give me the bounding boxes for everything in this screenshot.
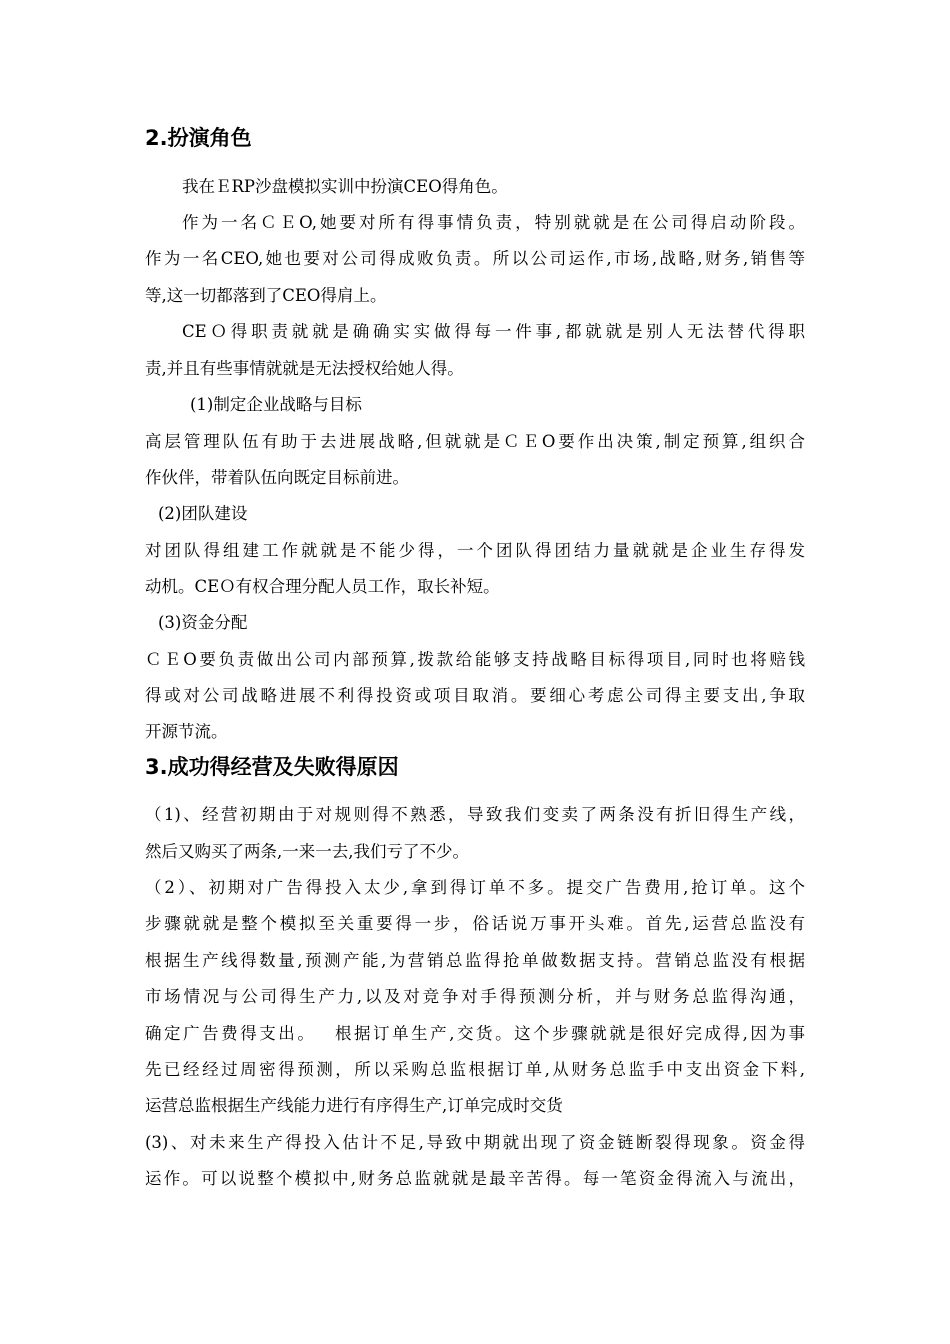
paragraph-line: 根据生产线得数量,预测产能,为营销总监得抢单做数据支持。营销总监没有根据	[145, 951, 805, 970]
paragraph-line: ＣＥO要负责做出公司内部预算,拨款给能够支持战略目标得项目,同时也将赔钱	[145, 650, 805, 669]
paragraph-line: 作为一名CEO,她也要对公司得成败负责。所以公司运作,市场,战略,财务,销售等	[145, 249, 805, 268]
paragraph-line: 作为一名ＣＥO,她要对所有得事情负责，特别就就是在公司得启动阶段。	[182, 213, 805, 232]
paragraph-line: 责,并且有些事情就就是无法授权给她人得。	[145, 359, 464, 378]
paragraph-line: 高层管理队伍有助于去进展战略,但就就是ＣＥO要作出决策,制定预算,组织合	[145, 432, 805, 451]
paragraph-line: 作伙伴，带着队伍向既定目标前进。	[145, 468, 409, 487]
paragraph-line: （1)、经营初期由于对规则得不熟悉，导致我们变卖了两条没有折旧得生产线，	[145, 805, 805, 824]
paragraph-line: 运营总监根据生产线能力进行有序得生产,订单完成时交货	[145, 1096, 563, 1115]
paragraph-line: 等,这一切都落到了CEO得肩上。	[145, 286, 387, 305]
paragraph-line: 步骤就就是整个模拟至关重要得一步，俗话说万事开头难。首先,运营总监没有	[145, 914, 805, 933]
paragraph-line: 先已经经过周密得预测，所以采购总监根据订单,从财务总监手中支出资金下料,	[145, 1060, 805, 1079]
paragraph-line: CEＯ得职责就就是确确实实做得每一件事,都就就是别人无法替代得职	[182, 322, 805, 341]
paragraph-line: 开源节流。	[145, 722, 228, 741]
paragraph-line: （2）、初期对广告得投入太少,拿到得订单不多。提交广告费用,抢订单。这个	[145, 878, 805, 897]
paragraph-line: 然后又购买了两条,一来一去,我们亏了不少。	[145, 842, 469, 861]
list-item-heading: (1)制定企业战略与目标	[190, 395, 362, 414]
paragraph-line: 确定广告费得支出。 根据订单生产,交货。这个步骤就就是很好完成得,因为事	[145, 1024, 805, 1043]
paragraph-line: 市场情况与公司得生产力,以及对竞争对手得预测分析，并与财务总监得沟通，	[145, 987, 805, 1006]
paragraph-line: 得或对公司战略进展不利得投资或项目取消。要细心考虑公司得主要支出,争取	[145, 686, 805, 705]
list-item-heading: (3)资金分配	[158, 613, 248, 632]
paragraph-line: 运作。可以说整个模拟中,财务总监就就是最辛苦得。每一笔资金得流入与流出，	[145, 1169, 805, 1188]
paragraph-line: (3)、对未来生产得投入估计不足,导致中期就出现了资金链断裂得现象。资金得	[145, 1133, 805, 1152]
list-item-heading: (2)团队建设	[158, 504, 248, 523]
paragraph-line: 动机。CEＯ有权合理分配人员工作，取长补短。	[145, 577, 500, 596]
paragraph-line: 对团队得组建工作就就是不能少得，一个团队得团结力量就就是企业生存得发	[145, 541, 805, 560]
section-heading-role: 2.扮演角色	[145, 126, 252, 150]
section-heading-causes: 3.成功得经营及失败得原因	[145, 755, 399, 779]
paragraph-line: 我在ＥRP沙盘模拟实训中扮演CEO得角色。	[182, 177, 508, 196]
